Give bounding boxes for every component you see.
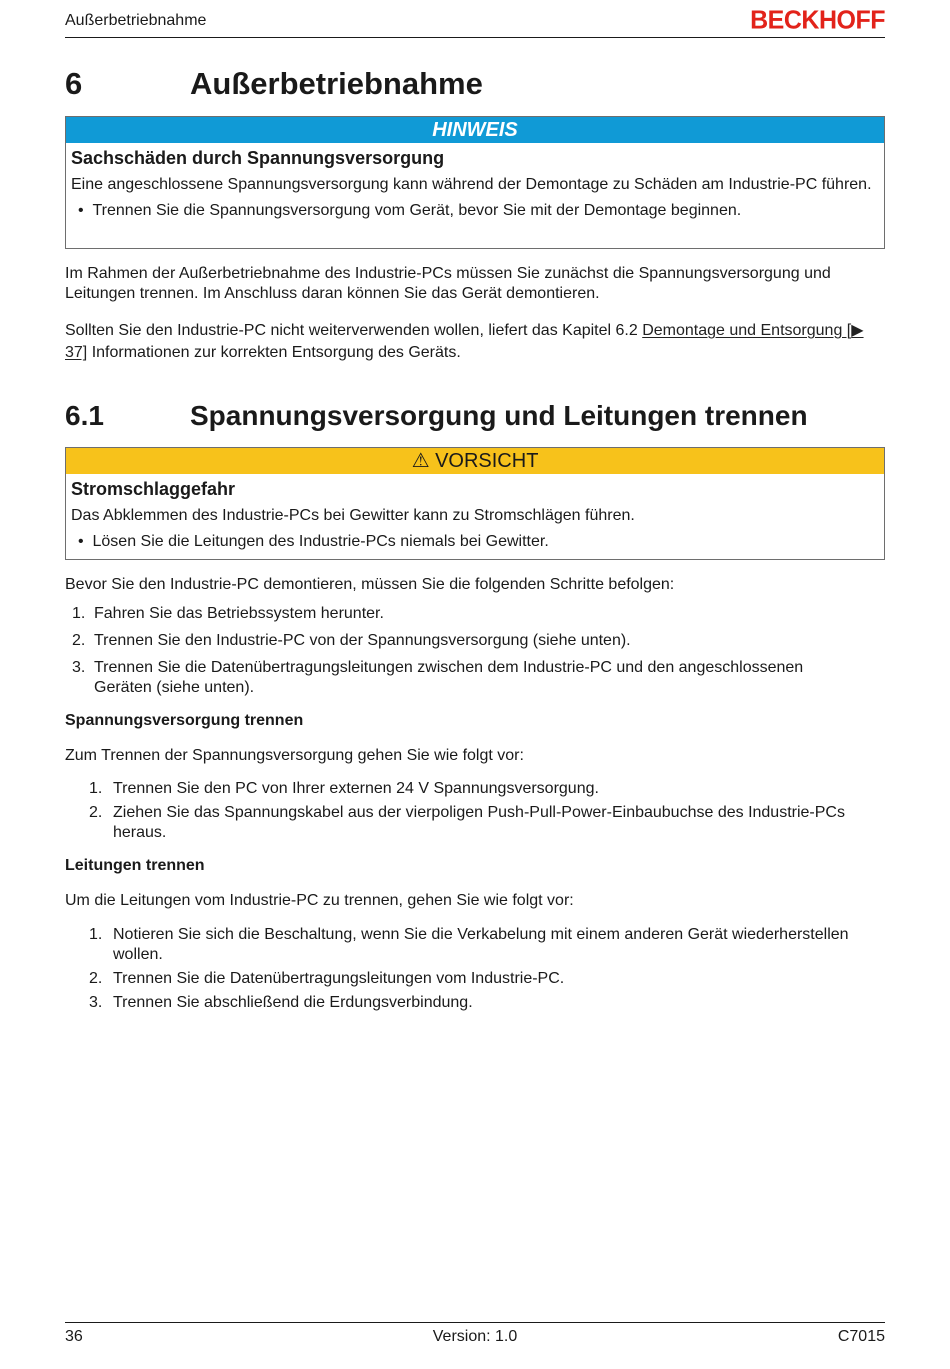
notice-text: Eine angeschlossene Spannungsversorgung kann während der Demontage zu Schäden am Industrie-PC führen. xyxy=(71,176,872,193)
header-rule xyxy=(65,37,885,38)
list-number: 2. xyxy=(89,804,103,821)
disposal-link-text: Demontage und Entsorgung [ xyxy=(642,322,852,339)
list-item xyxy=(72,658,862,698)
list-text: Notieren Sie sich die Beschaltung, wenn Sie die Verkabelung mit einem anderen Gerät wiederherstellen wollen. xyxy=(113,926,849,963)
caution-bullet: • Lösen Sie die Leitungen des Industrie-PCs niemals bei Gewitter. xyxy=(78,533,549,550)
list-item xyxy=(89,779,879,799)
list-text: Trennen Sie den Industrie-PC von der Spannungsversorgung (siehe unten). xyxy=(94,632,631,649)
power-steps xyxy=(89,779,879,850)
caution-bullet-text: Lösen Sie die Leitungen des Industrie-PCs niemals bei Gewitter. xyxy=(92,533,549,550)
list-item xyxy=(89,925,879,965)
list-text: Trennen Sie die Datenübertragungsleitungen zwischen dem Industrie-PC und den angeschlossenen Geräten (siehe unten). xyxy=(94,659,804,696)
running-header: Außerbetriebnahme xyxy=(65,12,207,29)
chapter-number: 6 xyxy=(65,66,83,101)
chapter-title: Außerbetriebnahme xyxy=(190,66,483,101)
steps-intro: Bevor Sie den Industrie-PC demontieren, müssen Sie die folgenden Schritte befolgen: xyxy=(65,576,675,593)
list-item xyxy=(89,969,879,989)
list-item xyxy=(72,631,862,651)
lines-intro: Um die Leitungen vom Industrie-PC zu trennen, gehen Sie wie folgt vor: xyxy=(65,892,574,909)
disposal-link-page: 37] xyxy=(65,344,88,361)
beckhoff-logo: BECKHOFF xyxy=(750,5,885,35)
list-item xyxy=(72,604,862,624)
list-number: 2. xyxy=(72,632,86,649)
list-text: Ziehen Sie das Spannungskabel aus der vierpoligen Push-Pull-Power-Einbaubuchse des Industrie-PCs heraus. xyxy=(113,804,845,841)
notice-bullet: • Trennen Sie die Spannungsversorgung vom Gerät, bevor Sie mit der Demontage beginnen. xyxy=(78,202,742,219)
caution-box xyxy=(65,447,885,560)
version-label: Version: 1.0 xyxy=(432,1328,518,1345)
list-text: Trennen Sie abschließend die Erdungsverbindung. xyxy=(113,994,473,1011)
list-text: Trennen Sie die Datenübertragungsleitungen vom Industrie-PC. xyxy=(113,970,565,987)
disposal-text-before: Sollten Sie den Industrie-PC nicht weiterverwenden wollen, liefert das Kapitel 6.2 xyxy=(65,322,643,339)
list-item xyxy=(89,803,879,843)
power-heading: Spannungsversorgung trennen xyxy=(65,712,304,729)
list-number: 2. xyxy=(89,970,103,987)
notice-bullet-text: Trennen Sie die Spannungsversorgung vom Gerät, bevor Sie mit der Demontage beginnen. xyxy=(92,202,742,219)
notice-box xyxy=(65,116,885,249)
intro-paragraph: Im Rahmen der Außerbetriebnahme des Industrie-PCs müssen Sie zunächst die Spannungsversorgung und Leitungen trennen. Im Anschluss daran können Sie das Gerät demontieren. xyxy=(65,265,831,302)
lines-heading: Leitungen trennen xyxy=(65,857,205,874)
lines-steps xyxy=(89,925,879,1020)
product-label: C7015 xyxy=(837,1328,885,1345)
caution-text: Das Abklemmen des Industrie-PCs bei Gewitter kann zu Stromschlägen führen. xyxy=(71,507,635,524)
disposal-text-after: Informationen zur korrekten Entsorgung des Geräts. xyxy=(87,344,461,361)
notice-title: Sachschäden durch Spannungsversorgung xyxy=(71,148,445,168)
power-intro: Zum Trennen der Spannungsversorgung gehen Sie wie folgt vor: xyxy=(65,747,524,764)
footer-rule xyxy=(65,1322,885,1323)
list-text: Fahren Sie das Betriebssystem herunter. xyxy=(94,605,384,622)
caution-title: Stromschlaggefahr xyxy=(71,479,236,499)
list-number: 1. xyxy=(89,926,103,943)
list-number: 3. xyxy=(72,659,86,676)
page-arrow-icon: ▶ xyxy=(851,322,864,339)
section-number: 6.1 xyxy=(65,400,104,431)
list-text: Trennen Sie den PC von Ihrer externen 24 V Spannungsversorgung. xyxy=(113,780,599,797)
caution-label: ⚠ VORSICHT xyxy=(66,448,884,474)
steps-list xyxy=(72,604,862,705)
list-number: 3. xyxy=(89,994,103,1011)
section-title: Spannungsversorgung und Leitungen trennen xyxy=(190,400,808,431)
notice-label: HINWEIS xyxy=(66,117,884,143)
list-number: 1. xyxy=(89,780,103,797)
list-item xyxy=(89,993,879,1013)
page-number: 36 xyxy=(65,1328,83,1345)
disposal-paragraph xyxy=(65,320,887,364)
list-number: 1. xyxy=(72,605,86,622)
